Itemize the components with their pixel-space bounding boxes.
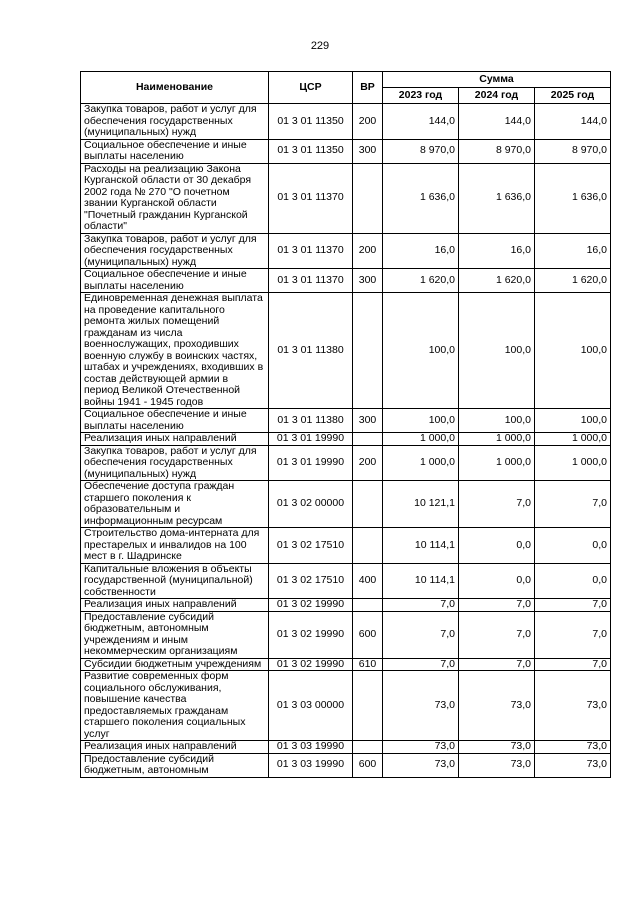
table-row [81,433,611,446]
cell-2023: 1 636,0 [383,163,459,233]
cell-csr: 01 3 01 11350 [269,139,353,163]
cell-2025: 1 636,0 [535,163,611,233]
cell-2023: 7,0 [383,599,459,612]
header-csr: ЦСР [269,72,353,104]
table-row [81,233,611,269]
table-row [81,104,611,140]
cell-2024: 1 000,0 [459,445,535,481]
cell-2025: 1 000,0 [535,445,611,481]
cell-name: Расходы на реализацию Закона Курганской области от 30 декабря 2002 года № 270 "О почетном звании Курганской области "Почетный гражданин Курганской области" [81,163,269,233]
cell-2023: 16,0 [383,233,459,269]
cell-2025: 1 000,0 [535,433,611,446]
cell-name: Социальное обеспечение и иные выплаты населению [81,269,269,293]
cell-2023: 7,0 [383,611,459,658]
cell-name: Капитальные вложения в объекты государственной (муниципальной) собственности [81,563,269,599]
cell-2024: 7,0 [459,599,535,612]
cell-csr: 01 3 01 19990 [269,433,353,446]
cell-2024: 73,0 [459,753,535,777]
cell-csr: 01 3 02 17510 [269,563,353,599]
cell-2023: 100,0 [383,409,459,433]
cell-vr: 610 [353,658,383,671]
cell-csr: 01 3 02 19990 [269,611,353,658]
table-row [81,611,611,658]
cell-2024: 0,0 [459,528,535,564]
header-name: Наименование [81,72,269,104]
cell-2025: 1 620,0 [535,269,611,293]
header-2023: 2023 год [383,88,459,104]
cell-csr: 01 3 01 11380 [269,409,353,433]
cell-2025: 144,0 [535,104,611,140]
cell-vr: 600 [353,611,383,658]
cell-2025: 73,0 [535,741,611,754]
cell-csr: 01 3 01 11370 [269,233,353,269]
cell-csr: 01 3 01 11380 [269,293,353,409]
cell-csr: 01 3 03 19990 [269,753,353,777]
cell-csr: 01 3 02 00000 [269,481,353,528]
cell-2023: 7,0 [383,658,459,671]
cell-2025: 0,0 [535,528,611,564]
cell-2023: 8 970,0 [383,139,459,163]
cell-name: Единовременная денежная выплата на проведение капитального ремонта жилых помещений гражданам из числа военнослужащих, проходивших военную службу в воинских частях, штабах и учреждениях, входивших в состав действующей армии в период Великой Отечественной войны 1941 - 1945 годов [81,293,269,409]
table-row [81,481,611,528]
cell-vr [353,481,383,528]
cell-vr [353,293,383,409]
cell-2025: 7,0 [535,611,611,658]
cell-name: Предоставление субсидий бюджетным, автономным [81,753,269,777]
cell-2023: 10 114,1 [383,528,459,564]
cell-vr [353,528,383,564]
cell-2024: 1 000,0 [459,433,535,446]
table-row [81,599,611,612]
cell-name: Предоставление субсидий бюджетным, автономным учреждениям и иным некоммерческим организациям [81,611,269,658]
cell-name: Развитие современных форм социального обслуживания, повышение качества предоставляемых гражданам старшего поколения социальных услуг [81,671,269,741]
cell-csr: 01 3 01 11350 [269,104,353,140]
cell-vr: 300 [353,409,383,433]
cell-vr [353,671,383,741]
cell-2023: 1 000,0 [383,433,459,446]
table-row [81,528,611,564]
cell-vr: 200 [353,104,383,140]
table-row [81,658,611,671]
cell-csr: 01 3 01 19990 [269,445,353,481]
header-vr: ВР [353,72,383,104]
cell-csr: 01 3 03 19990 [269,741,353,754]
cell-2024: 1 620,0 [459,269,535,293]
cell-csr: 01 3 02 17510 [269,528,353,564]
cell-csr: 01 3 03 00000 [269,671,353,741]
cell-vr [353,163,383,233]
cell-2023: 1 620,0 [383,269,459,293]
cell-2023: 10 121,1 [383,481,459,528]
cell-name: Социальное обеспечение и иные выплаты населению [81,409,269,433]
header-sum: Сумма [383,72,611,88]
cell-name: Субсидии бюджетным учреждениям [81,658,269,671]
cell-vr: 400 [353,563,383,599]
cell-2024: 7,0 [459,611,535,658]
cell-2024: 73,0 [459,671,535,741]
cell-2025: 73,0 [535,753,611,777]
cell-2024: 7,0 [459,481,535,528]
cell-2024: 73,0 [459,741,535,754]
cell-2023: 1 000,0 [383,445,459,481]
cell-csr: 01 3 02 19990 [269,658,353,671]
cell-2024: 8 970,0 [459,139,535,163]
cell-vr: 300 [353,269,383,293]
table-row [81,293,611,409]
table-row [81,163,611,233]
table-row [81,409,611,433]
cell-csr: 01 3 01 11370 [269,163,353,233]
cell-2024: 100,0 [459,293,535,409]
cell-name: Закупка товаров, работ и услуг для обеспечения государственных (муниципальных) нужд [81,233,269,269]
table-row [81,269,611,293]
cell-2025: 100,0 [535,409,611,433]
cell-name: Обеспечение доступа граждан старшего поколения к образовательным и информационным ресурсам [81,481,269,528]
table-row [81,753,611,777]
cell-name: Закупка товаров, работ и услуг для обеспечения государственных (муниципальных) нужд [81,104,269,140]
cell-2023: 73,0 [383,741,459,754]
table-row [81,445,611,481]
cell-2023: 144,0 [383,104,459,140]
table-body [81,104,611,778]
cell-csr: 01 3 01 11370 [269,269,353,293]
cell-vr: 600 [353,753,383,777]
cell-vr [353,599,383,612]
cell-vr: 200 [353,233,383,269]
cell-name: Реализация иных направлений [81,433,269,446]
cell-name: Реализация иных направлений [81,741,269,754]
cell-2024: 0,0 [459,563,535,599]
cell-2025: 8 970,0 [535,139,611,163]
page-number: 229 [310,40,330,52]
header-2024: 2024 год [459,88,535,104]
cell-name: Социальное обеспечение и иные выплаты населению [81,139,269,163]
cell-name: Реализация иных направлений [81,599,269,612]
header-2025: 2025 год [535,88,611,104]
cell-2025: 0,0 [535,563,611,599]
cell-name: Строительство дома-интерната для престарелых и инвалидов на 100 мест в г. Шадринске [81,528,269,564]
cell-2024: 1 636,0 [459,163,535,233]
cell-vr: 200 [353,445,383,481]
cell-2025: 16,0 [535,233,611,269]
cell-2025: 7,0 [535,658,611,671]
cell-2024: 144,0 [459,104,535,140]
cell-2024: 16,0 [459,233,535,269]
cell-2024: 7,0 [459,658,535,671]
table-row [81,671,611,741]
cell-2023: 10 114,1 [383,563,459,599]
cell-vr [353,741,383,754]
table-row [81,741,611,754]
cell-2023: 73,0 [383,753,459,777]
cell-vr [353,433,383,446]
budget-table [80,71,611,778]
table-row [81,139,611,163]
cell-2025: 7,0 [535,599,611,612]
cell-2024: 100,0 [459,409,535,433]
cell-2025: 7,0 [535,481,611,528]
cell-2025: 100,0 [535,293,611,409]
cell-2025: 73,0 [535,671,611,741]
table-row [81,563,611,599]
cell-vr: 300 [353,139,383,163]
cell-2023: 100,0 [383,293,459,409]
cell-name: Закупка товаров, работ и услуг для обеспечения государственных (муниципальных) нужд [81,445,269,481]
cell-2023: 73,0 [383,671,459,741]
cell-csr: 01 3 02 19990 [269,599,353,612]
